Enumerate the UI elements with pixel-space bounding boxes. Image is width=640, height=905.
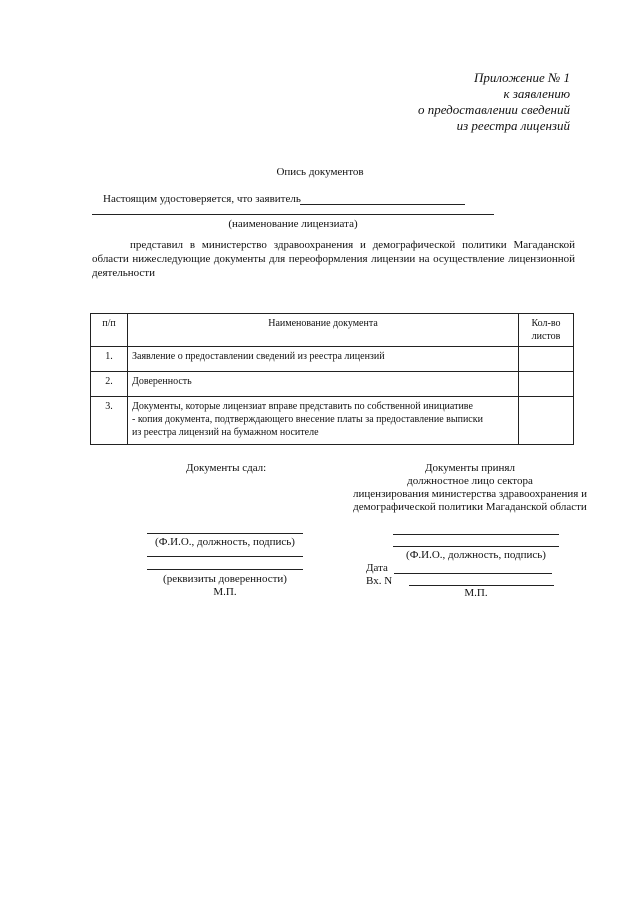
row-name: Доверенность [128, 372, 519, 397]
appendix-number: Приложение № 1 [473, 70, 570, 85]
date-blank [394, 573, 552, 574]
appendix-line-3: о предоставлении сведений [417, 102, 570, 117]
row-num: 2. [91, 372, 128, 397]
page-title: Опись документов [276, 166, 364, 178]
row-count [519, 372, 574, 397]
row-name: Заявление о предоставлении сведений из реестра лицензий [128, 347, 519, 372]
row-name-line: - копия документа, подтверждающего внесение платы за предоставление выписки [132, 414, 483, 425]
row-name [128, 397, 519, 445]
received-line-2: лицензирования министерства здравоохранения и [353, 488, 587, 500]
appendix-line-2: к заявлению [503, 86, 570, 101]
received-line-1: должностное лицо сектора [407, 475, 533, 487]
left-stamp-label: М.П. [213, 586, 237, 598]
col-header-num: п/п [91, 314, 128, 347]
received-title: Документы принял [425, 462, 515, 474]
row-name-line: Документы, которые лицензиат вправе представить по собственной инициативе [132, 401, 473, 412]
incoming-number-label: Вх. N [366, 575, 393, 587]
table-row [91, 347, 574, 372]
received-block [330, 462, 610, 514]
row-name-line: из реестра лицензий на бумажном носителе [132, 427, 319, 438]
licensee-caption: (наименование лицензиата) [228, 218, 358, 230]
row-count [519, 347, 574, 372]
table-header-row [91, 314, 574, 347]
table-row [91, 397, 574, 445]
applicant-blank [300, 204, 465, 205]
submitter-fio-caption: (Ф.И.О., должность, подпись) [155, 536, 295, 548]
submitted-title: Документы сдал: [186, 462, 267, 474]
licensee-blank [92, 214, 494, 215]
receiver-signature-line [393, 546, 559, 547]
date-label: Дата [366, 562, 388, 574]
row-num: 3. [91, 397, 128, 445]
col-header-count-line-2: листов [531, 331, 561, 342]
row-count [519, 397, 574, 445]
submitter-signature-line [147, 533, 303, 534]
power-of-attorney-blank-2 [147, 569, 303, 570]
appendix-line-4: из реестра лицензий [456, 118, 570, 133]
right-stamp-label: М.П. [464, 587, 488, 599]
table-row [91, 372, 574, 397]
paragraph-line-3: деятельности [92, 267, 155, 279]
certify-text: Настоящим удостоверяется, что заявитель [103, 193, 301, 205]
row-num: 1. [91, 347, 128, 372]
receiver-blank-1 [393, 534, 559, 535]
receiver-fio-caption: (Ф.И.О., должность, подпись) [406, 549, 546, 561]
col-header-count [519, 314, 574, 347]
power-of-attorney-blank-1 [147, 556, 303, 557]
appendix-header [418, 70, 570, 134]
paragraph-line-1: представил в министерство здравоохранения и демографической политики Магаданской [130, 239, 575, 251]
col-header-count-line-1: Кол-во [531, 318, 561, 329]
received-line-3: демографической политики Магаданской области [353, 501, 587, 513]
incoming-number-blank [409, 585, 554, 586]
paragraph-line-2: области нижеследующие документы для переоформления лицензии на осуществление лицензионной [92, 253, 575, 265]
power-of-attorney-caption: (реквизиты доверенности) [163, 573, 287, 585]
documents-table [90, 313, 574, 445]
col-header-name: Наименование документа [128, 314, 519, 347]
